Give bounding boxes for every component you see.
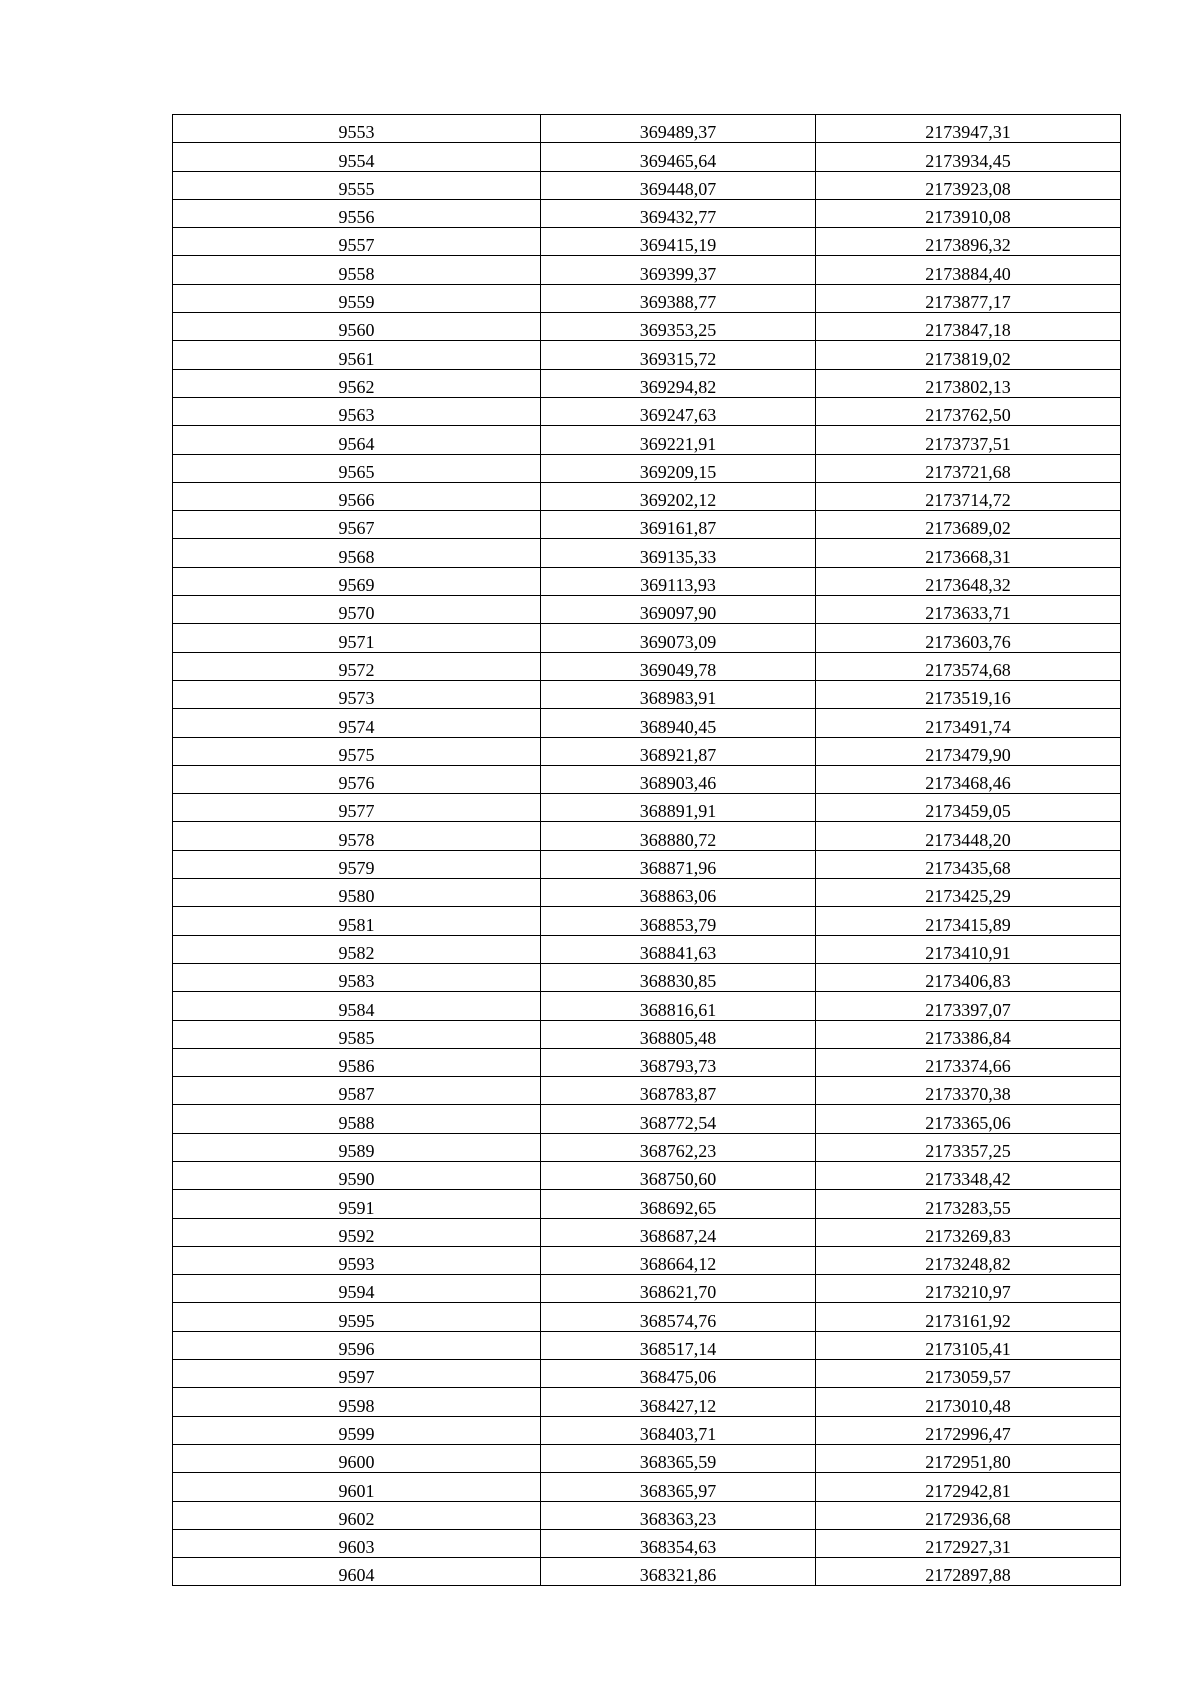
x-coordinate-cell: 368921,87 [541, 737, 816, 765]
x-coordinate-cell: 368863,06 [541, 879, 816, 907]
y-coordinate-cell: 2173386,84 [816, 1020, 1121, 1048]
table-row [173, 228, 1121, 256]
x-coordinate-cell: 368403,71 [541, 1416, 816, 1444]
point-number-cell: 9564 [173, 426, 541, 454]
table-row [173, 935, 1121, 963]
y-coordinate-cell: 2173910,08 [816, 199, 1121, 227]
point-number-cell: 9584 [173, 992, 541, 1020]
x-coordinate-cell: 368762,23 [541, 1133, 816, 1161]
y-coordinate-cell: 2173059,57 [816, 1360, 1121, 1388]
table-row [173, 907, 1121, 935]
point-number-cell: 9563 [173, 397, 541, 425]
table-row [173, 596, 1121, 624]
x-coordinate-cell: 368365,97 [541, 1473, 816, 1501]
x-coordinate-cell: 369465,64 [541, 143, 816, 171]
point-number-cell: 9593 [173, 1246, 541, 1274]
point-number-cell: 9603 [173, 1529, 541, 1557]
table-row [173, 511, 1121, 539]
y-coordinate-cell: 2173877,17 [816, 284, 1121, 312]
table-row [173, 397, 1121, 425]
point-number-cell: 9581 [173, 907, 541, 935]
table-row [173, 879, 1121, 907]
point-number-cell: 9590 [173, 1161, 541, 1189]
table-row [173, 369, 1121, 397]
point-number-cell: 9558 [173, 256, 541, 284]
y-coordinate-cell: 2173365,06 [816, 1105, 1121, 1133]
y-coordinate-cell: 2173406,83 [816, 963, 1121, 991]
y-coordinate-cell: 2173105,41 [816, 1331, 1121, 1359]
table-row [173, 1303, 1121, 1331]
x-coordinate-cell: 368517,14 [541, 1331, 816, 1359]
point-number-cell: 9580 [173, 879, 541, 907]
y-coordinate-cell: 2173269,83 [816, 1218, 1121, 1246]
point-number-cell: 9559 [173, 284, 541, 312]
y-coordinate-cell: 2173668,31 [816, 539, 1121, 567]
y-coordinate-cell: 2173425,29 [816, 879, 1121, 907]
table-row [173, 1473, 1121, 1501]
y-coordinate-cell: 2173896,32 [816, 228, 1121, 256]
table-row [173, 822, 1121, 850]
table-row [173, 992, 1121, 1020]
x-coordinate-cell: 368621,70 [541, 1275, 816, 1303]
point-number-cell: 9571 [173, 624, 541, 652]
point-number-cell: 9596 [173, 1331, 541, 1359]
table-row [173, 1444, 1121, 1472]
table-row [173, 143, 1121, 171]
table-row [173, 426, 1121, 454]
y-coordinate-cell: 2173448,20 [816, 822, 1121, 850]
point-number-cell: 9588 [173, 1105, 541, 1133]
point-number-cell: 9600 [173, 1444, 541, 1472]
y-coordinate-cell: 2173410,91 [816, 935, 1121, 963]
table-row [173, 1275, 1121, 1303]
x-coordinate-cell: 369161,87 [541, 511, 816, 539]
table-row [173, 794, 1121, 822]
table-row [173, 624, 1121, 652]
y-coordinate-cell: 2173435,68 [816, 850, 1121, 878]
y-coordinate-cell: 2173374,66 [816, 1048, 1121, 1076]
y-coordinate-cell: 2173248,82 [816, 1246, 1121, 1274]
y-coordinate-cell: 2173819,02 [816, 341, 1121, 369]
y-coordinate-cell: 2173947,31 [816, 115, 1121, 143]
point-number-cell: 9575 [173, 737, 541, 765]
point-number-cell: 9553 [173, 115, 541, 143]
x-coordinate-cell: 368880,72 [541, 822, 816, 850]
x-coordinate-cell: 368363,23 [541, 1501, 816, 1529]
y-coordinate-cell: 2173714,72 [816, 482, 1121, 510]
table-row [173, 1190, 1121, 1218]
point-number-cell: 9570 [173, 596, 541, 624]
point-number-cell: 9589 [173, 1133, 541, 1161]
table-row [173, 199, 1121, 227]
point-number-cell: 9602 [173, 1501, 541, 1529]
x-coordinate-cell: 369209,15 [541, 454, 816, 482]
y-coordinate-cell: 2173348,42 [816, 1161, 1121, 1189]
point-number-cell: 9566 [173, 482, 541, 510]
table-row [173, 341, 1121, 369]
x-coordinate-cell: 369294,82 [541, 369, 816, 397]
table-row [173, 1048, 1121, 1076]
table-row [173, 454, 1121, 482]
table-row [173, 1105, 1121, 1133]
y-coordinate-cell: 2173603,76 [816, 624, 1121, 652]
x-coordinate-cell: 369073,09 [541, 624, 816, 652]
point-number-cell: 9574 [173, 709, 541, 737]
y-coordinate-cell: 2172897,88 [816, 1558, 1121, 1586]
y-coordinate-cell: 2173370,38 [816, 1077, 1121, 1105]
table-row [173, 567, 1121, 595]
y-coordinate-cell: 2173633,71 [816, 596, 1121, 624]
point-number-cell: 9567 [173, 511, 541, 539]
y-coordinate-cell: 2173884,40 [816, 256, 1121, 284]
table-row [173, 313, 1121, 341]
table-row [173, 709, 1121, 737]
table-row [173, 1501, 1121, 1529]
point-number-cell: 9583 [173, 963, 541, 991]
table-row [173, 1218, 1121, 1246]
point-number-cell: 9586 [173, 1048, 541, 1076]
point-number-cell: 9573 [173, 680, 541, 708]
table-row [173, 1246, 1121, 1274]
x-coordinate-cell: 369049,78 [541, 652, 816, 680]
table-row [173, 1416, 1121, 1444]
point-number-cell: 9585 [173, 1020, 541, 1048]
x-coordinate-cell: 368871,96 [541, 850, 816, 878]
point-number-cell: 9579 [173, 850, 541, 878]
x-coordinate-cell: 369415,19 [541, 228, 816, 256]
y-coordinate-cell: 2173519,16 [816, 680, 1121, 708]
y-coordinate-cell: 2173648,32 [816, 567, 1121, 595]
table-row [173, 737, 1121, 765]
table-row [173, 284, 1121, 312]
x-coordinate-cell: 368427,12 [541, 1388, 816, 1416]
table-row [173, 850, 1121, 878]
coordinate-table-body [173, 115, 1121, 1586]
y-coordinate-cell: 2173459,05 [816, 794, 1121, 822]
table-row [173, 115, 1121, 143]
table-row [173, 1529, 1121, 1557]
point-number-cell: 9561 [173, 341, 541, 369]
point-number-cell: 9587 [173, 1077, 541, 1105]
x-coordinate-cell: 368365,59 [541, 1444, 816, 1472]
point-number-cell: 9560 [173, 313, 541, 341]
y-coordinate-cell: 2172936,68 [816, 1501, 1121, 1529]
y-coordinate-cell: 2173468,46 [816, 765, 1121, 793]
point-number-cell: 9582 [173, 935, 541, 963]
x-coordinate-cell: 368940,45 [541, 709, 816, 737]
x-coordinate-cell: 368816,61 [541, 992, 816, 1020]
point-number-cell: 9576 [173, 765, 541, 793]
y-coordinate-cell: 2173283,55 [816, 1190, 1121, 1218]
y-coordinate-cell: 2173737,51 [816, 426, 1121, 454]
x-coordinate-cell: 368692,65 [541, 1190, 816, 1218]
table-row [173, 539, 1121, 567]
x-coordinate-cell: 369113,93 [541, 567, 816, 595]
point-number-cell: 9598 [173, 1388, 541, 1416]
point-number-cell: 9604 [173, 1558, 541, 1586]
point-number-cell: 9555 [173, 171, 541, 199]
point-number-cell: 9599 [173, 1416, 541, 1444]
x-coordinate-cell: 369432,77 [541, 199, 816, 227]
x-coordinate-cell: 368664,12 [541, 1246, 816, 1274]
point-number-cell: 9557 [173, 228, 541, 256]
x-coordinate-cell: 369135,33 [541, 539, 816, 567]
x-coordinate-cell: 368983,91 [541, 680, 816, 708]
x-coordinate-cell: 368687,24 [541, 1218, 816, 1246]
x-coordinate-cell: 368830,85 [541, 963, 816, 991]
point-number-cell: 9565 [173, 454, 541, 482]
x-coordinate-cell: 369399,37 [541, 256, 816, 284]
table-row [173, 1077, 1121, 1105]
point-number-cell: 9572 [173, 652, 541, 680]
point-number-cell: 9554 [173, 143, 541, 171]
y-coordinate-cell: 2173574,68 [816, 652, 1121, 680]
y-coordinate-cell: 2173357,25 [816, 1133, 1121, 1161]
x-coordinate-cell: 368783,87 [541, 1077, 816, 1105]
y-coordinate-cell: 2173397,07 [816, 992, 1121, 1020]
y-coordinate-cell: 2173479,90 [816, 737, 1121, 765]
x-coordinate-cell: 368574,76 [541, 1303, 816, 1331]
x-coordinate-cell: 369315,72 [541, 341, 816, 369]
y-coordinate-cell: 2173491,74 [816, 709, 1121, 737]
y-coordinate-cell: 2173802,13 [816, 369, 1121, 397]
point-number-cell: 9597 [173, 1360, 541, 1388]
table-row [173, 652, 1121, 680]
point-number-cell: 9592 [173, 1218, 541, 1246]
table-row [173, 1360, 1121, 1388]
point-number-cell: 9577 [173, 794, 541, 822]
x-coordinate-cell: 369448,07 [541, 171, 816, 199]
x-coordinate-cell: 368475,06 [541, 1360, 816, 1388]
y-coordinate-cell: 2173847,18 [816, 313, 1121, 341]
point-number-cell: 9594 [173, 1275, 541, 1303]
x-coordinate-cell: 369489,37 [541, 115, 816, 143]
table-row [173, 256, 1121, 284]
x-coordinate-cell: 369221,91 [541, 426, 816, 454]
y-coordinate-cell: 2172927,31 [816, 1529, 1121, 1557]
point-number-cell: 9591 [173, 1190, 541, 1218]
x-coordinate-cell: 369247,63 [541, 397, 816, 425]
y-coordinate-cell: 2172996,47 [816, 1416, 1121, 1444]
x-coordinate-cell: 369388,77 [541, 284, 816, 312]
x-coordinate-cell: 368805,48 [541, 1020, 816, 1048]
table-row [173, 1020, 1121, 1048]
x-coordinate-cell: 369353,25 [541, 313, 816, 341]
y-coordinate-cell: 2173721,68 [816, 454, 1121, 482]
x-coordinate-cell: 369202,12 [541, 482, 816, 510]
point-number-cell: 9595 [173, 1303, 541, 1331]
table-row [173, 1161, 1121, 1189]
table-row [173, 1388, 1121, 1416]
y-coordinate-cell: 2173762,50 [816, 397, 1121, 425]
table-row [173, 482, 1121, 510]
table-row [173, 1558, 1121, 1586]
point-number-cell: 9578 [173, 822, 541, 850]
table-row [173, 1133, 1121, 1161]
point-number-cell: 9562 [173, 369, 541, 397]
y-coordinate-cell: 2172942,81 [816, 1473, 1121, 1501]
x-coordinate-cell: 368750,60 [541, 1161, 816, 1189]
point-number-cell: 9568 [173, 539, 541, 567]
y-coordinate-cell: 2173210,97 [816, 1275, 1121, 1303]
table-row [173, 963, 1121, 991]
x-coordinate-cell: 368793,73 [541, 1048, 816, 1076]
table-row [173, 765, 1121, 793]
y-coordinate-cell: 2173923,08 [816, 171, 1121, 199]
x-coordinate-cell: 368891,91 [541, 794, 816, 822]
x-coordinate-cell: 368321,86 [541, 1558, 816, 1586]
y-coordinate-cell: 2173689,02 [816, 511, 1121, 539]
table-row [173, 1331, 1121, 1359]
y-coordinate-cell: 2173415,89 [816, 907, 1121, 935]
x-coordinate-cell: 368354,63 [541, 1529, 816, 1557]
table-row [173, 171, 1121, 199]
y-coordinate-cell: 2173161,92 [816, 1303, 1121, 1331]
x-coordinate-cell: 368853,79 [541, 907, 816, 935]
point-number-cell: 9601 [173, 1473, 541, 1501]
coordinate-table [172, 114, 1121, 1586]
y-coordinate-cell: 2172951,80 [816, 1444, 1121, 1472]
y-coordinate-cell: 2173934,45 [816, 143, 1121, 171]
x-coordinate-cell: 368841,63 [541, 935, 816, 963]
x-coordinate-cell: 369097,90 [541, 596, 816, 624]
table-row [173, 680, 1121, 708]
y-coordinate-cell: 2173010,48 [816, 1388, 1121, 1416]
x-coordinate-cell: 368772,54 [541, 1105, 816, 1133]
x-coordinate-cell: 368903,46 [541, 765, 816, 793]
point-number-cell: 9556 [173, 199, 541, 227]
point-number-cell: 9569 [173, 567, 541, 595]
